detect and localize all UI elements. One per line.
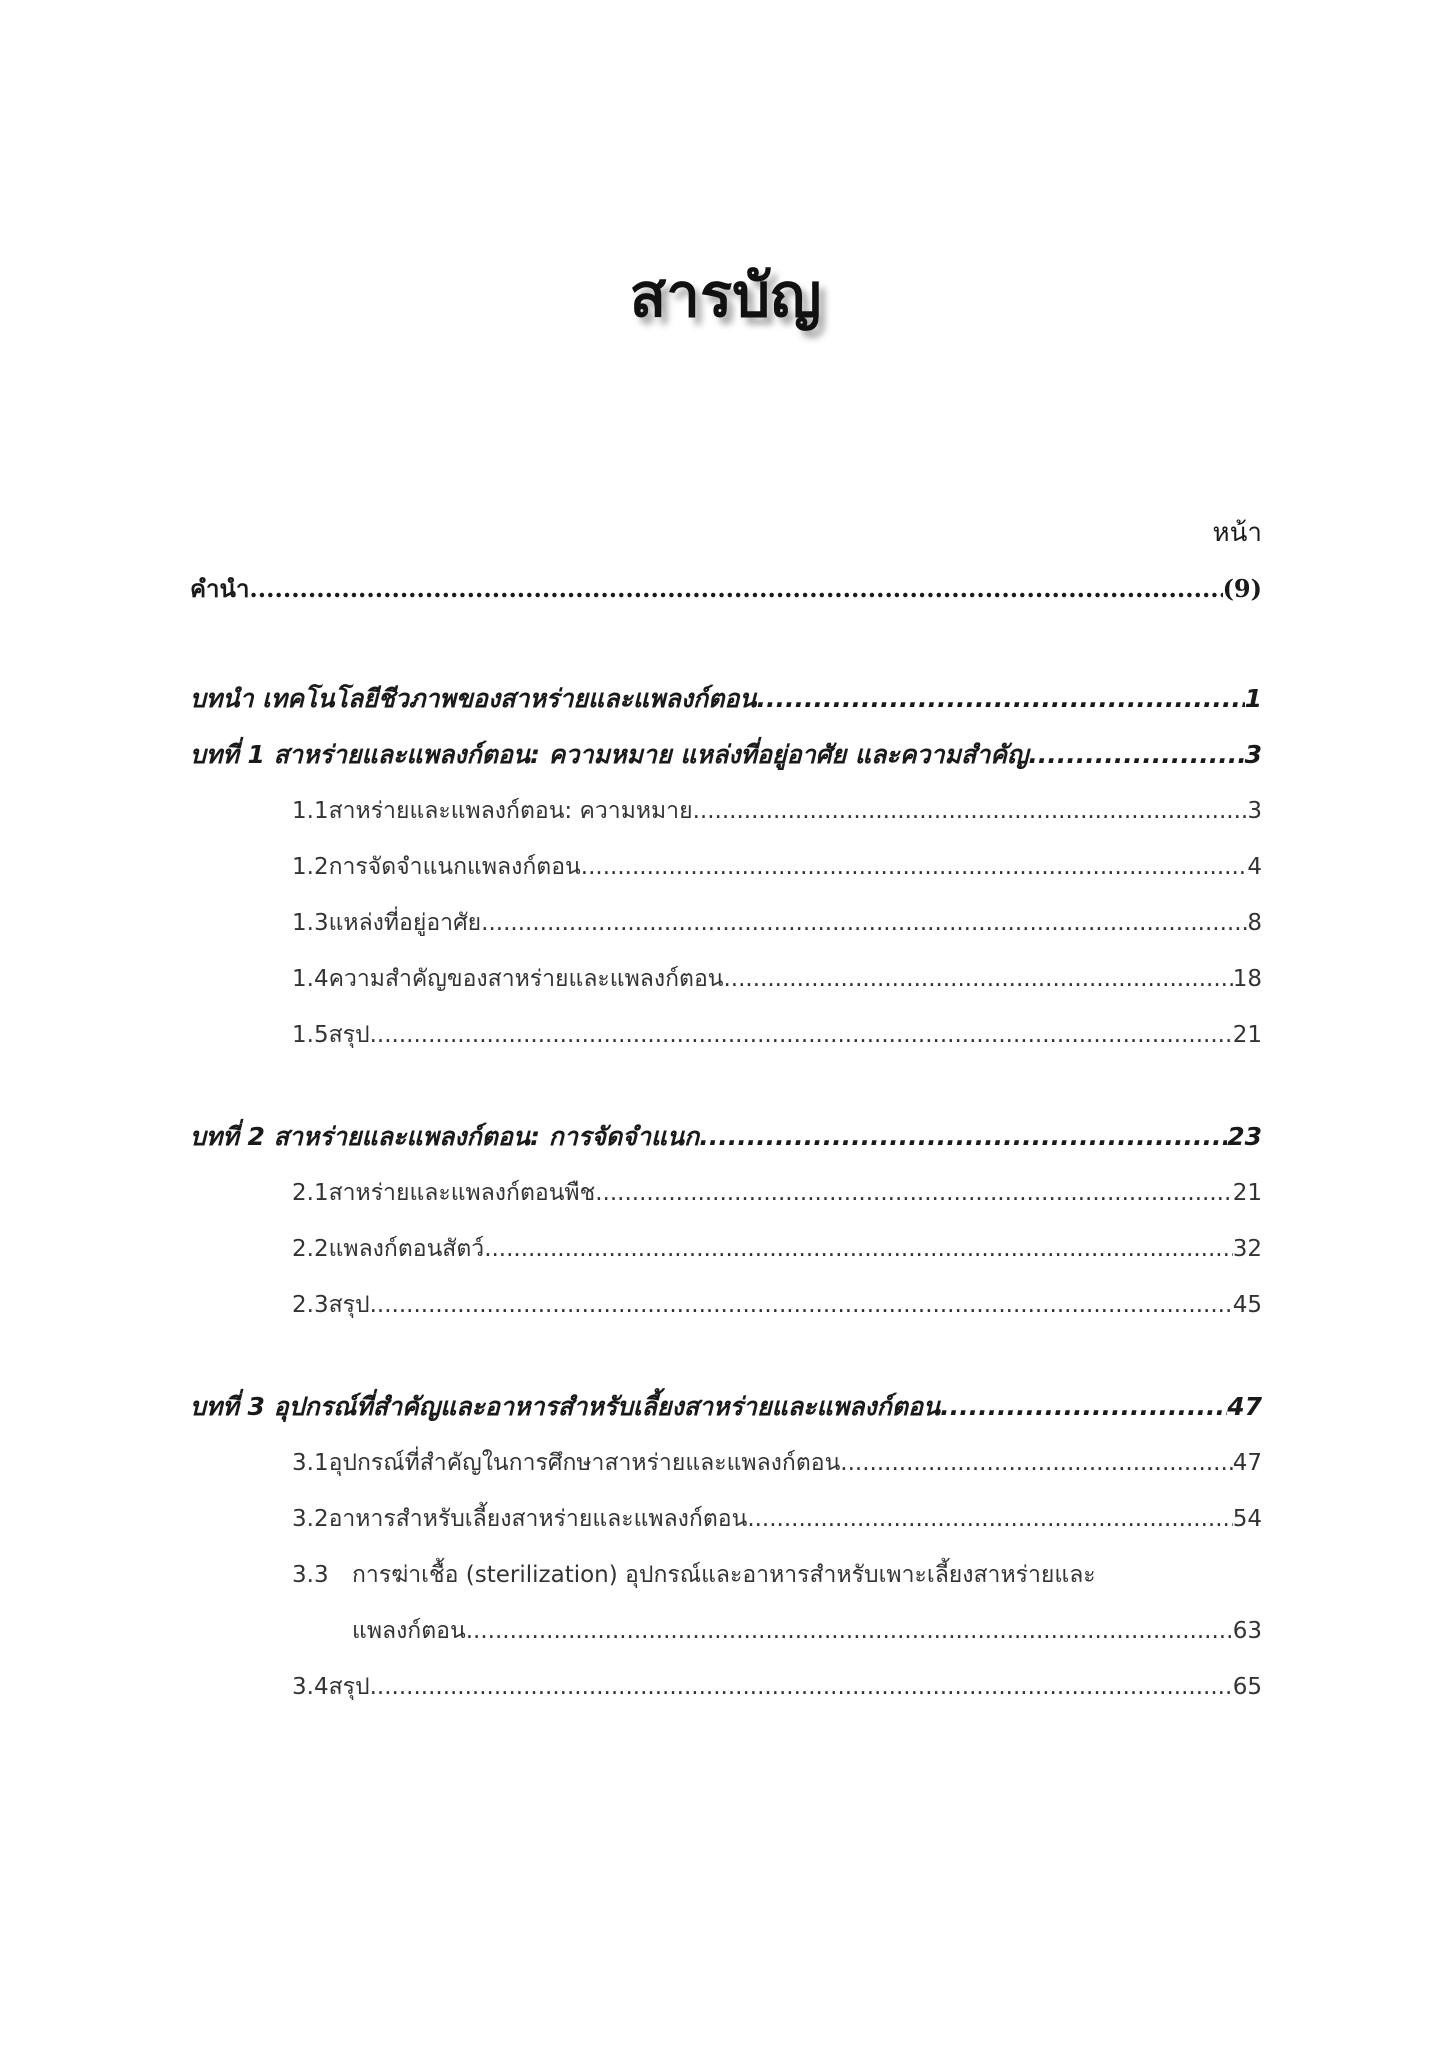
leader-dots xyxy=(581,839,1248,895)
toc-entry-section-1-2[interactable] xyxy=(190,839,1262,895)
toc-entry-section-1-5[interactable] xyxy=(190,1007,1262,1063)
toc-entry-section-3-3[interactable] xyxy=(190,1547,1262,1603)
toc-entry-section-1-1[interactable] xyxy=(190,783,1262,839)
toc-entry-page: 47 xyxy=(1227,1392,1262,1421)
section-number: 1.3 xyxy=(292,910,329,936)
section-number: 3.1 xyxy=(292,1450,329,1476)
toc-entry-label: แหล่งที่อยู่อาศัย xyxy=(328,910,482,936)
toc-entry-label: อาหารสำหรับเลี้ยงสาหร่ายและแพลงก์ตอน xyxy=(328,1506,748,1532)
toc-entry-page: 47 xyxy=(1232,1450,1262,1476)
toc-entry-section-1-4[interactable] xyxy=(190,951,1262,1007)
toc-entry-page: 45 xyxy=(1232,1292,1262,1318)
toc-entry-label: การจัดจำแนกแพลงก์ตอน xyxy=(328,854,581,880)
section-number: 3.2 xyxy=(292,1506,329,1532)
section-number: 1.5 xyxy=(292,1022,329,1048)
toc-entry-page: 23 xyxy=(1227,1122,1262,1151)
table-of-contents xyxy=(190,505,1262,1715)
toc-entry-page: 18 xyxy=(1232,966,1262,992)
toc-entry-section-1-3[interactable] xyxy=(190,895,1262,951)
page-title: สารบัญ xyxy=(629,261,822,331)
toc-entry-section-2-2[interactable] xyxy=(190,1221,1262,1277)
toc-entry-page: 4 xyxy=(1247,854,1262,880)
toc-entry-chapter-2[interactable] xyxy=(190,1109,1262,1165)
toc-entry-page: (9) xyxy=(1222,574,1262,603)
leader-dots xyxy=(370,1007,1233,1063)
toc-entry-page: 8 xyxy=(1247,910,1262,936)
toc-entry-page: 54 xyxy=(1232,1506,1262,1532)
section-number: 3.3 xyxy=(292,1562,329,1588)
toc-entry-section-3-1[interactable] xyxy=(190,1435,1262,1491)
toc-entry-label: บทนำ เทคโนโลยีชีวภาพของสาหร่ายและแพลงก์ตอน.................. xyxy=(190,684,928,713)
leader-dots xyxy=(724,951,1233,1007)
leader-dots xyxy=(840,1435,1232,1491)
leader-dots xyxy=(747,1491,1232,1547)
leader-dots xyxy=(481,895,1247,951)
leader-dots xyxy=(927,671,1244,727)
toc-entry-page: 3 xyxy=(1247,798,1262,824)
toc-entry-page: 1 xyxy=(1244,684,1262,713)
leader-dots xyxy=(466,1603,1233,1659)
section-number: 1.4 xyxy=(292,966,329,992)
toc-entry-section-3-4[interactable] xyxy=(190,1659,1262,1715)
section-number: 2.2 xyxy=(292,1236,329,1262)
leader-dots xyxy=(940,1379,1227,1435)
leader-dots xyxy=(484,1221,1233,1277)
section-number: 1.1 xyxy=(292,798,329,824)
toc-entry-label: แพลงก์ตอน xyxy=(352,1618,466,1644)
toc-entry-label: บทที่ 3 อุปกรณ์ที่สำคัญและอาหารสำหรับเลี้ยงสาหร่ายและแพลงก์ตอน xyxy=(190,1392,941,1421)
section-number: 2.3 xyxy=(292,1292,329,1318)
toc-entry-label: สรุป xyxy=(328,1674,370,1700)
leader-dots xyxy=(595,1165,1233,1221)
toc-entry-label: บทที่ 1 สาหร่ายและแพลงก์ตอน: ความหมาย แหล่งที่อยู่อาศัย และความสำคัญ xyxy=(190,740,1029,769)
toc-entry-label: แพลงก์ตอนสัตว์ xyxy=(328,1236,485,1262)
toc-entry-intro[interactable] xyxy=(190,671,1262,727)
toc-entry-section-2-3[interactable] xyxy=(190,1277,1262,1333)
toc-entry-preface[interactable] xyxy=(190,561,1262,617)
toc-entry-label: สาหร่ายและแพลงก์ตอน: ความหมาย xyxy=(328,798,693,824)
leader-dots xyxy=(699,1109,1227,1165)
leader-dots xyxy=(1028,727,1244,783)
section-number: 3.4 xyxy=(292,1674,329,1700)
toc-entry-section-3-2[interactable] xyxy=(190,1491,1262,1547)
toc-entry-chapter-1[interactable] xyxy=(190,727,1262,783)
toc-entry-label: สาหร่ายและแพลงก์ตอนพืช xyxy=(328,1180,596,1206)
toc-entry-section-2-1[interactable] xyxy=(190,1165,1262,1221)
section-number: 1.2 xyxy=(292,854,329,880)
leader-dots xyxy=(693,783,1248,839)
toc-entry-page: 3 xyxy=(1244,740,1262,769)
leader-dots xyxy=(249,561,1222,617)
toc-entry-page: 63 xyxy=(1232,1618,1262,1644)
toc-entry-label: สรุป xyxy=(328,1022,370,1048)
section-number: 2.1 xyxy=(292,1180,329,1206)
toc-entry-section-3-3-continued[interactable] xyxy=(190,1603,1262,1659)
toc-entry-label: สรุป xyxy=(328,1292,370,1318)
page-column-header: หน้า xyxy=(1212,518,1262,548)
leader-dots xyxy=(370,1659,1233,1715)
toc-entry-page: 32 xyxy=(1232,1236,1262,1262)
toc-entry-page: 21 xyxy=(1232,1180,1262,1206)
toc-entry-label: คำนำ xyxy=(190,574,250,603)
leader-dots xyxy=(370,1277,1233,1333)
toc-entry-label: ความสำคัญของสาหร่ายและแพลงก์ตอน xyxy=(328,966,724,992)
toc-entry-page: 65 xyxy=(1232,1674,1262,1700)
toc-entry-chapter-3[interactable] xyxy=(190,1379,1262,1435)
toc-entry-page: 21 xyxy=(1232,1022,1262,1048)
toc-entry-label: การฆ่าเชื้อ (sterilization) อุปกรณ์และอาหารสำหรับเพาะเลี้ยงสาหร่ายและ xyxy=(352,1562,1096,1588)
toc-entry-label: บทที่ 2 สาหร่ายและแพลงก์ตอน: การจัดจำแนก xyxy=(190,1122,700,1151)
toc-entry-label: อุปกรณ์ที่สำคัญในการศึกษาสาหร่ายและแพลงก์ตอน xyxy=(328,1450,841,1476)
